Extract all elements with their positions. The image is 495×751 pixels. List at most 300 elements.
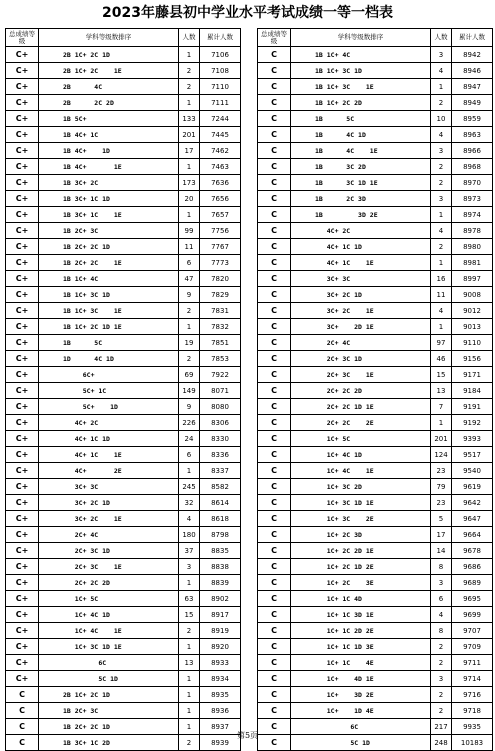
cumulative-cell: 8968 bbox=[452, 159, 493, 175]
table-row bbox=[6, 143, 241, 159]
cumulative-cell: 8966 bbox=[452, 143, 493, 159]
combo-cell bbox=[291, 63, 431, 79]
cumulative-cell: 8935 bbox=[200, 687, 241, 703]
grade-cell: C bbox=[258, 143, 291, 159]
combo-cell bbox=[39, 415, 179, 431]
combo-cell bbox=[291, 95, 431, 111]
combo-text: 2C+ 3C 1E bbox=[63, 562, 122, 571]
combo-text: 2B 1C+ 2C 1E bbox=[63, 66, 122, 75]
combo-cell bbox=[39, 383, 179, 399]
grade-cell: C bbox=[258, 367, 291, 383]
grade-cell: C+ bbox=[6, 543, 39, 559]
cumulative-cell: 9689 bbox=[452, 575, 493, 591]
count-cell: 6 bbox=[179, 447, 200, 463]
cumulative-cell: 8838 bbox=[200, 559, 241, 575]
table-row bbox=[6, 303, 241, 319]
combo-text: 1B 1C+ 3C 1E bbox=[315, 82, 374, 91]
count-cell: 1 bbox=[179, 703, 200, 719]
grade-cell: C bbox=[6, 735, 39, 751]
count-cell: 24 bbox=[179, 431, 200, 447]
grade-cell: C bbox=[258, 127, 291, 143]
header-combo: 学科等级数排序 bbox=[39, 29, 179, 47]
combo-text: 1C+ 1C 4D bbox=[315, 594, 382, 603]
cumulative-cell: 8917 bbox=[200, 607, 241, 623]
grade-cell: C bbox=[258, 527, 291, 543]
combo-text: 6C bbox=[323, 722, 390, 731]
combo-text: 1C+ 1C 2D 2E bbox=[315, 626, 374, 635]
table-row bbox=[6, 335, 241, 351]
cumulative-cell: 9013 bbox=[452, 319, 493, 335]
grade-cell: C+ bbox=[6, 367, 39, 383]
cumulative-cell: 7756 bbox=[200, 223, 241, 239]
combo-text: 1B 3C 2D bbox=[315, 162, 386, 171]
grade-cell: C+ bbox=[6, 607, 39, 623]
cumulative-cell: 8949 bbox=[452, 95, 493, 111]
grade-cell: C+ bbox=[6, 319, 39, 335]
table-row bbox=[6, 255, 241, 271]
count-cell: 1 bbox=[431, 207, 452, 223]
combo-cell bbox=[291, 207, 431, 223]
table-row bbox=[258, 479, 493, 495]
grade-cell: C+ bbox=[6, 335, 39, 351]
table-row bbox=[6, 351, 241, 367]
combo-text: 4C+ 1C 1E bbox=[63, 450, 122, 459]
combo-text: 1B 3C+ 1C 1E bbox=[63, 210, 122, 219]
combo-text: 2B 2C 2D bbox=[63, 98, 134, 107]
combo-cell bbox=[291, 431, 431, 447]
combo-text: 5C+ 1D bbox=[71, 402, 138, 411]
combo-text: 1C+ 1D 4E bbox=[315, 706, 374, 715]
header-cumulative: 累计人数 bbox=[452, 29, 493, 47]
combo-cell bbox=[291, 127, 431, 143]
grade-cell: C bbox=[258, 607, 291, 623]
grade-cell: C+ bbox=[6, 255, 39, 271]
combo-cell bbox=[39, 543, 179, 559]
grade-cell: C bbox=[258, 655, 291, 671]
combo-cell bbox=[291, 111, 431, 127]
count-cell: 23 bbox=[431, 463, 452, 479]
cumulative-cell: 7656 bbox=[200, 191, 241, 207]
grade-cell: C+ bbox=[6, 159, 39, 175]
combo-text: 5C 1D bbox=[71, 674, 138, 683]
count-cell: 7 bbox=[431, 399, 452, 415]
grade-cell: C+ bbox=[6, 463, 39, 479]
cumulative-cell: 7445 bbox=[200, 127, 241, 143]
cumulative-cell: 8934 bbox=[200, 671, 241, 687]
combo-cell bbox=[291, 271, 431, 287]
table-row bbox=[6, 63, 241, 79]
cumulative-cell: 8937 bbox=[200, 719, 241, 735]
combo-cell bbox=[39, 319, 179, 335]
count-cell: 1 bbox=[179, 47, 200, 63]
combo-text: 4C+ 2C bbox=[315, 226, 382, 235]
cumulative-cell: 9678 bbox=[452, 543, 493, 559]
combo-cell bbox=[291, 175, 431, 191]
combo-cell bbox=[291, 415, 431, 431]
grade-cell: C bbox=[258, 303, 291, 319]
combo-cell bbox=[39, 175, 179, 191]
combo-text: 1B 1C+ 4C bbox=[315, 50, 382, 59]
count-cell: 3 bbox=[431, 191, 452, 207]
combo-cell bbox=[39, 335, 179, 351]
combo-cell bbox=[291, 383, 431, 399]
combo-cell bbox=[291, 591, 431, 607]
combo-cell bbox=[291, 303, 431, 319]
cumulative-cell: 8839 bbox=[200, 575, 241, 591]
combo-cell bbox=[39, 607, 179, 623]
cumulative-cell: 9192 bbox=[452, 415, 493, 431]
combo-cell bbox=[291, 335, 431, 351]
count-cell: 16 bbox=[431, 271, 452, 287]
combo-cell bbox=[39, 463, 179, 479]
table-row bbox=[6, 223, 241, 239]
combo-cell bbox=[291, 463, 431, 479]
table-row bbox=[258, 607, 493, 623]
combo-cell bbox=[291, 623, 431, 639]
cumulative-cell: 9642 bbox=[452, 495, 493, 511]
cumulative-cell: 7244 bbox=[200, 111, 241, 127]
cumulative-cell: 9714 bbox=[452, 671, 493, 687]
combo-cell bbox=[291, 703, 431, 719]
combo-text: 1C+ 3C 1D 1E bbox=[315, 498, 374, 507]
cumulative-cell: 8798 bbox=[200, 527, 241, 543]
cumulative-cell: 8337 bbox=[200, 463, 241, 479]
cumulative-cell: 8902 bbox=[200, 591, 241, 607]
combo-cell bbox=[291, 351, 431, 367]
combo-cell bbox=[39, 559, 179, 575]
grade-cell: C+ bbox=[6, 575, 39, 591]
combo-text: 1C+ 2C 2D 1E bbox=[315, 546, 374, 555]
table-row bbox=[6, 287, 241, 303]
table-row bbox=[258, 351, 493, 367]
combo-text: 2C+ 2C 1D 1E bbox=[315, 402, 374, 411]
combo-cell bbox=[39, 703, 179, 719]
count-cell: 2 bbox=[431, 687, 452, 703]
header-cumulative: 累计人数 bbox=[200, 29, 241, 47]
cumulative-cell: 8973 bbox=[452, 191, 493, 207]
count-cell: 217 bbox=[431, 719, 452, 735]
table-row bbox=[6, 383, 241, 399]
count-cell: 4 bbox=[179, 511, 200, 527]
grade-cell: C bbox=[258, 591, 291, 607]
combo-cell bbox=[39, 671, 179, 687]
grade-cell: C+ bbox=[6, 639, 39, 655]
combo-text: 2C+ 3C 1D bbox=[315, 354, 382, 363]
table-row bbox=[258, 255, 493, 271]
combo-cell bbox=[291, 47, 431, 63]
combo-cell bbox=[291, 287, 431, 303]
combo-text: 1C+ 4C 1E bbox=[63, 626, 122, 635]
header-grade: 总成绩等级 bbox=[258, 29, 291, 47]
grade-cell: C bbox=[258, 431, 291, 447]
count-cell: 2 bbox=[179, 735, 200, 751]
table-row bbox=[6, 559, 241, 575]
grade-cell: C bbox=[258, 671, 291, 687]
count-cell: 3 bbox=[179, 559, 200, 575]
count-cell: 124 bbox=[431, 447, 452, 463]
cumulative-cell: 8933 bbox=[200, 655, 241, 671]
cumulative-cell: 7831 bbox=[200, 303, 241, 319]
combo-text: 1B 3C 1D 1E bbox=[315, 178, 378, 187]
count-cell: 3 bbox=[431, 47, 452, 63]
combo-cell bbox=[39, 191, 179, 207]
table-row bbox=[258, 639, 493, 655]
grade-cell: C+ bbox=[6, 239, 39, 255]
grade-cell: C+ bbox=[6, 351, 39, 367]
document-title: 2023年藤县初中学业水平考试成绩一等一档表 bbox=[102, 5, 393, 21]
cumulative-cell: 7106 bbox=[200, 47, 241, 63]
grade-cell: C+ bbox=[6, 623, 39, 639]
count-cell: 2 bbox=[179, 79, 200, 95]
table-row bbox=[258, 47, 493, 63]
count-cell: 201 bbox=[431, 431, 452, 447]
table-row bbox=[258, 431, 493, 447]
count-cell: 6 bbox=[179, 255, 200, 271]
combo-cell bbox=[39, 527, 179, 543]
grade-cell: C+ bbox=[6, 399, 39, 415]
count-cell: 2 bbox=[179, 303, 200, 319]
grade-cell: C+ bbox=[6, 431, 39, 447]
header-count: 人数 bbox=[179, 29, 200, 47]
combo-cell bbox=[39, 271, 179, 287]
grade-cell: C bbox=[258, 639, 291, 655]
combo-text: 1C+ 1C 1D 3E bbox=[315, 642, 374, 651]
table-row bbox=[6, 431, 241, 447]
cumulative-cell: 7832 bbox=[200, 319, 241, 335]
count-cell: 13 bbox=[179, 655, 200, 671]
cumulative-cell: 8336 bbox=[200, 447, 241, 463]
combo-cell bbox=[39, 207, 179, 223]
table-row bbox=[258, 591, 493, 607]
cumulative-cell: 8618 bbox=[200, 511, 241, 527]
table-row bbox=[258, 511, 493, 527]
combo-text: 2C+ 2C 2D bbox=[315, 386, 382, 395]
cumulative-cell: 7767 bbox=[200, 239, 241, 255]
count-cell: 79 bbox=[431, 479, 452, 495]
table-row bbox=[258, 543, 493, 559]
count-cell: 1 bbox=[179, 575, 200, 591]
table-row bbox=[258, 559, 493, 575]
combo-cell bbox=[39, 47, 179, 63]
grade-cell: C+ bbox=[6, 223, 39, 239]
table-header-row bbox=[258, 29, 493, 47]
table-row bbox=[258, 383, 493, 399]
cumulative-cell: 7463 bbox=[200, 159, 241, 175]
count-cell: 1 bbox=[179, 159, 200, 175]
table-row bbox=[258, 687, 493, 703]
table-row bbox=[258, 111, 493, 127]
count-cell: 13 bbox=[431, 383, 452, 399]
combo-text: 3C+ 3C bbox=[63, 482, 130, 491]
combo-text: 1B 3C+ 1C 2D bbox=[63, 738, 130, 747]
count-cell: 1 bbox=[179, 687, 200, 703]
combo-cell bbox=[39, 623, 179, 639]
combo-cell bbox=[39, 143, 179, 159]
combo-text: 3C+ 2D 1E bbox=[315, 322, 374, 331]
cumulative-cell: 9718 bbox=[452, 703, 493, 719]
count-cell: 11 bbox=[431, 287, 452, 303]
table-row bbox=[258, 239, 493, 255]
count-cell: 1 bbox=[431, 415, 452, 431]
cumulative-cell: 8330 bbox=[200, 431, 241, 447]
count-cell: 17 bbox=[179, 143, 200, 159]
table-row bbox=[258, 575, 493, 591]
count-cell: 1 bbox=[179, 671, 200, 687]
count-cell: 2 bbox=[179, 63, 200, 79]
combo-cell bbox=[291, 223, 431, 239]
combo-text: 3C+ 3C bbox=[315, 274, 382, 283]
combo-text: 1B 4C+ 1E bbox=[63, 162, 122, 171]
combo-cell bbox=[39, 575, 179, 591]
combo-cell bbox=[291, 671, 431, 687]
cumulative-cell: 8920 bbox=[200, 639, 241, 655]
table-row bbox=[258, 175, 493, 191]
count-cell: 245 bbox=[179, 479, 200, 495]
count-cell: 63 bbox=[179, 591, 200, 607]
grade-cell: C+ bbox=[6, 495, 39, 511]
table-row bbox=[6, 463, 241, 479]
count-cell: 8 bbox=[431, 559, 452, 575]
combo-text: 1B 1C+ 3C 1D bbox=[315, 66, 382, 75]
combo-cell bbox=[39, 447, 179, 463]
table-row bbox=[258, 495, 493, 511]
count-cell: 1 bbox=[179, 207, 200, 223]
grade-cell: C bbox=[258, 623, 291, 639]
cumulative-cell: 9540 bbox=[452, 463, 493, 479]
grade-cell: C bbox=[258, 415, 291, 431]
cumulative-cell: 9393 bbox=[452, 431, 493, 447]
combo-cell bbox=[39, 223, 179, 239]
grade-cell: C bbox=[258, 175, 291, 191]
grade-cell: C+ bbox=[6, 671, 39, 687]
combo-text: 1B 4C 1D bbox=[315, 130, 386, 139]
grade-cell: C bbox=[258, 63, 291, 79]
cumulative-cell: 9686 bbox=[452, 559, 493, 575]
combo-cell bbox=[39, 239, 179, 255]
table-row bbox=[6, 623, 241, 639]
count-cell: 1 bbox=[179, 463, 200, 479]
combo-text: 1C+ 1C 3D 1E bbox=[315, 610, 374, 619]
cumulative-cell: 8942 bbox=[452, 47, 493, 63]
count-cell: 15 bbox=[179, 607, 200, 623]
combo-text: 1B 4C+ 1C bbox=[63, 130, 130, 139]
grade-table-left bbox=[5, 28, 241, 751]
count-cell: 1 bbox=[179, 639, 200, 655]
grade-cell: C bbox=[258, 335, 291, 351]
cumulative-cell: 8080 bbox=[200, 399, 241, 415]
count-cell: 201 bbox=[179, 127, 200, 143]
combo-cell bbox=[39, 255, 179, 271]
count-cell: 99 bbox=[179, 223, 200, 239]
combo-text: 1B 2C+ 2C 1E bbox=[63, 258, 122, 267]
grade-cell: C bbox=[258, 575, 291, 591]
combo-cell bbox=[291, 639, 431, 655]
combo-cell bbox=[39, 479, 179, 495]
grade-cell: C bbox=[6, 703, 39, 719]
table-row bbox=[258, 415, 493, 431]
table-row bbox=[258, 271, 493, 287]
grade-cell: C+ bbox=[6, 175, 39, 191]
combo-cell bbox=[291, 447, 431, 463]
grade-cell: C bbox=[258, 79, 291, 95]
table-row bbox=[258, 671, 493, 687]
count-cell: 37 bbox=[179, 543, 200, 559]
count-cell: 133 bbox=[179, 111, 200, 127]
grade-cell: C bbox=[258, 463, 291, 479]
combo-text: 2C+ 4C bbox=[315, 338, 382, 347]
table-row bbox=[6, 399, 241, 415]
grade-cell: C bbox=[258, 47, 291, 63]
combo-cell bbox=[291, 511, 431, 527]
cumulative-cell: 8980 bbox=[452, 239, 493, 255]
combo-text: 4C+ 2E bbox=[63, 466, 122, 475]
count-cell: 10 bbox=[431, 111, 452, 127]
grade-cell: C+ bbox=[6, 271, 39, 287]
cumulative-cell: 9695 bbox=[452, 591, 493, 607]
combo-cell bbox=[291, 239, 431, 255]
table-row bbox=[6, 687, 241, 703]
grade-cell: C bbox=[258, 95, 291, 111]
cumulative-cell: 9184 bbox=[452, 383, 493, 399]
table-row bbox=[258, 463, 493, 479]
count-cell: 3 bbox=[431, 143, 452, 159]
count-cell: 1 bbox=[179, 719, 200, 735]
grade-cell: C bbox=[258, 287, 291, 303]
table-row bbox=[258, 703, 493, 719]
table-row bbox=[258, 303, 493, 319]
cumulative-cell: 9191 bbox=[452, 399, 493, 415]
combo-text: 1B 1C+ 3C 1E bbox=[63, 306, 122, 315]
combo-text: 1B 2C+ 2C 1D bbox=[63, 722, 130, 731]
grade-cell: C bbox=[258, 703, 291, 719]
combo-text: 1B 3C+ 1C 1D bbox=[63, 194, 130, 203]
combo-cell bbox=[39, 511, 179, 527]
combo-text: 1B 1C+ 3C 1D bbox=[63, 290, 130, 299]
table-row bbox=[6, 47, 241, 63]
cumulative-cell: 7851 bbox=[200, 335, 241, 351]
count-cell: 1 bbox=[431, 79, 452, 95]
grade-cell: C bbox=[258, 383, 291, 399]
cumulative-cell: 9171 bbox=[452, 367, 493, 383]
cumulative-cell: 8970 bbox=[452, 175, 493, 191]
grade-cell: C+ bbox=[6, 287, 39, 303]
table-row bbox=[258, 287, 493, 303]
combo-text: 1B 2C+ 3C bbox=[63, 706, 130, 715]
grade-cell: C+ bbox=[6, 511, 39, 527]
count-cell: 2 bbox=[431, 655, 452, 671]
combo-text: 1C+ 2C 3D bbox=[315, 530, 382, 539]
grade-cell: C+ bbox=[6, 111, 39, 127]
combo-cell bbox=[291, 655, 431, 671]
combo-cell bbox=[39, 687, 179, 703]
table-row bbox=[6, 95, 241, 111]
grade-cell: C+ bbox=[6, 479, 39, 495]
cumulative-cell: 7922 bbox=[200, 367, 241, 383]
combo-text: 1B 5C+ bbox=[63, 114, 130, 123]
grade-cell: C bbox=[258, 223, 291, 239]
combo-cell bbox=[291, 687, 431, 703]
cumulative-cell: 7657 bbox=[200, 207, 241, 223]
cumulative-cell: 9619 bbox=[452, 479, 493, 495]
combo-text: 4C+ 1C 1D bbox=[315, 242, 382, 251]
grade-cell: C bbox=[258, 495, 291, 511]
combo-text: 1B 4C+ 1D bbox=[63, 146, 130, 155]
table-row bbox=[258, 447, 493, 463]
cumulative-cell: 8974 bbox=[452, 207, 493, 223]
combo-text: 1C+ 3C 2D bbox=[315, 482, 382, 491]
combo-text: 2C+ 4C bbox=[63, 530, 130, 539]
cumulative-cell: 7111 bbox=[200, 95, 241, 111]
